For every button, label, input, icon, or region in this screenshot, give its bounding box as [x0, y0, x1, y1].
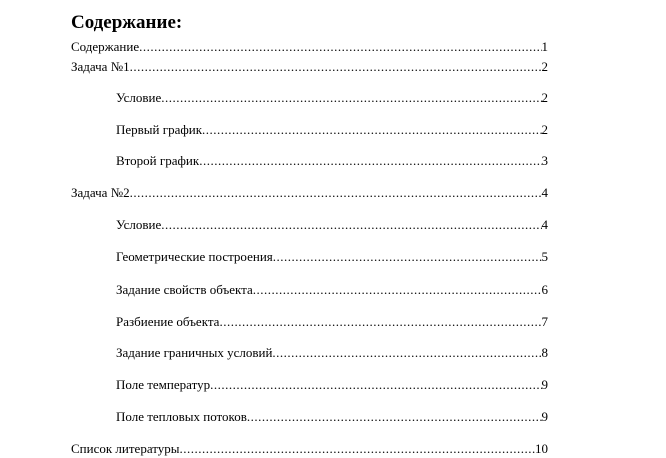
- toc-entry-page: 9: [541, 409, 548, 424]
- toc-entry-page: 2: [541, 122, 548, 137]
- dot-leader: [253, 281, 542, 299]
- toc-entry-page: 2: [541, 90, 548, 105]
- toc-entry-page: 3: [541, 153, 548, 168]
- toc-entry-page: 4: [541, 185, 548, 200]
- toc-entry-title: Первый график: [116, 122, 203, 137]
- toc-entry-task-2[interactable]: [71, 184, 548, 202]
- toc-entry-page: 9: [541, 377, 548, 392]
- toc-entry-contents[interactable]: [71, 38, 548, 56]
- toc-entry-page: 5: [541, 249, 548, 264]
- toc-entry-page: 2: [541, 59, 548, 74]
- toc-entry-page: 7: [541, 314, 548, 329]
- dot-leader: [130, 184, 542, 202]
- toc-entry-title: Задание граничных условий: [116, 345, 273, 360]
- dot-leader: [161, 89, 541, 107]
- dot-leader: [247, 408, 542, 426]
- toc-entry-title: Поле температур: [116, 377, 211, 392]
- toc-entry-temperature-field[interactable]: [116, 376, 548, 394]
- toc-entry-title: Разбиение объекта: [116, 314, 220, 329]
- dot-leader: [202, 121, 541, 139]
- toc-entry-title: Второй график: [116, 153, 200, 168]
- toc-entry-title: Условие: [116, 217, 162, 232]
- toc-entry-title: Задача №2: [71, 185, 130, 200]
- toc-entry-title: Задача №1: [71, 59, 130, 74]
- toc-entry-title: Задание свойств объекта: [116, 282, 253, 297]
- toc-entry-title: Геометрические построения: [116, 249, 273, 264]
- toc-entry-title: Поле тепловых потоков: [116, 409, 247, 424]
- toc-heading: Содержание:: [71, 12, 183, 33]
- toc-entry-page: 8: [541, 345, 548, 360]
- dot-leader: [273, 248, 542, 266]
- toc-entry-heat-flux-field[interactable]: [116, 408, 548, 426]
- toc-entry-references[interactable]: [71, 440, 548, 458]
- toc-entry-page: 4: [541, 217, 548, 232]
- dot-leader: [272, 344, 541, 362]
- toc-entry-object-properties[interactable]: [116, 281, 548, 299]
- toc-entry-second-graph[interactable]: [116, 152, 548, 170]
- toc-entry-page: 10: [535, 441, 548, 456]
- toc-entry-object-partition[interactable]: [116, 313, 548, 331]
- toc-entry-title: Условие: [116, 90, 162, 105]
- dot-leader: [199, 152, 541, 170]
- dot-leader: [180, 440, 536, 458]
- dot-leader: [139, 38, 541, 56]
- toc-entry-first-graph[interactable]: [116, 121, 548, 139]
- dot-leader: [130, 58, 542, 76]
- dot-leader: [219, 313, 541, 331]
- dot-leader: [161, 216, 541, 234]
- dot-leader: [210, 376, 541, 394]
- toc-entry-task-2-condition[interactable]: [116, 216, 548, 234]
- toc-entry-boundary-conditions[interactable]: [116, 344, 548, 362]
- toc-entry-page: 6: [541, 282, 548, 297]
- toc-entry-task-1-condition[interactable]: [116, 89, 548, 107]
- toc-entry-title: Список литературы: [71, 441, 180, 456]
- toc-entry-geometric-constructions[interactable]: [116, 248, 548, 266]
- toc-entry-page: 1: [541, 39, 548, 54]
- toc-entry-task-1[interactable]: [71, 58, 548, 76]
- toc-entry-title: Содержание: [71, 39, 140, 54]
